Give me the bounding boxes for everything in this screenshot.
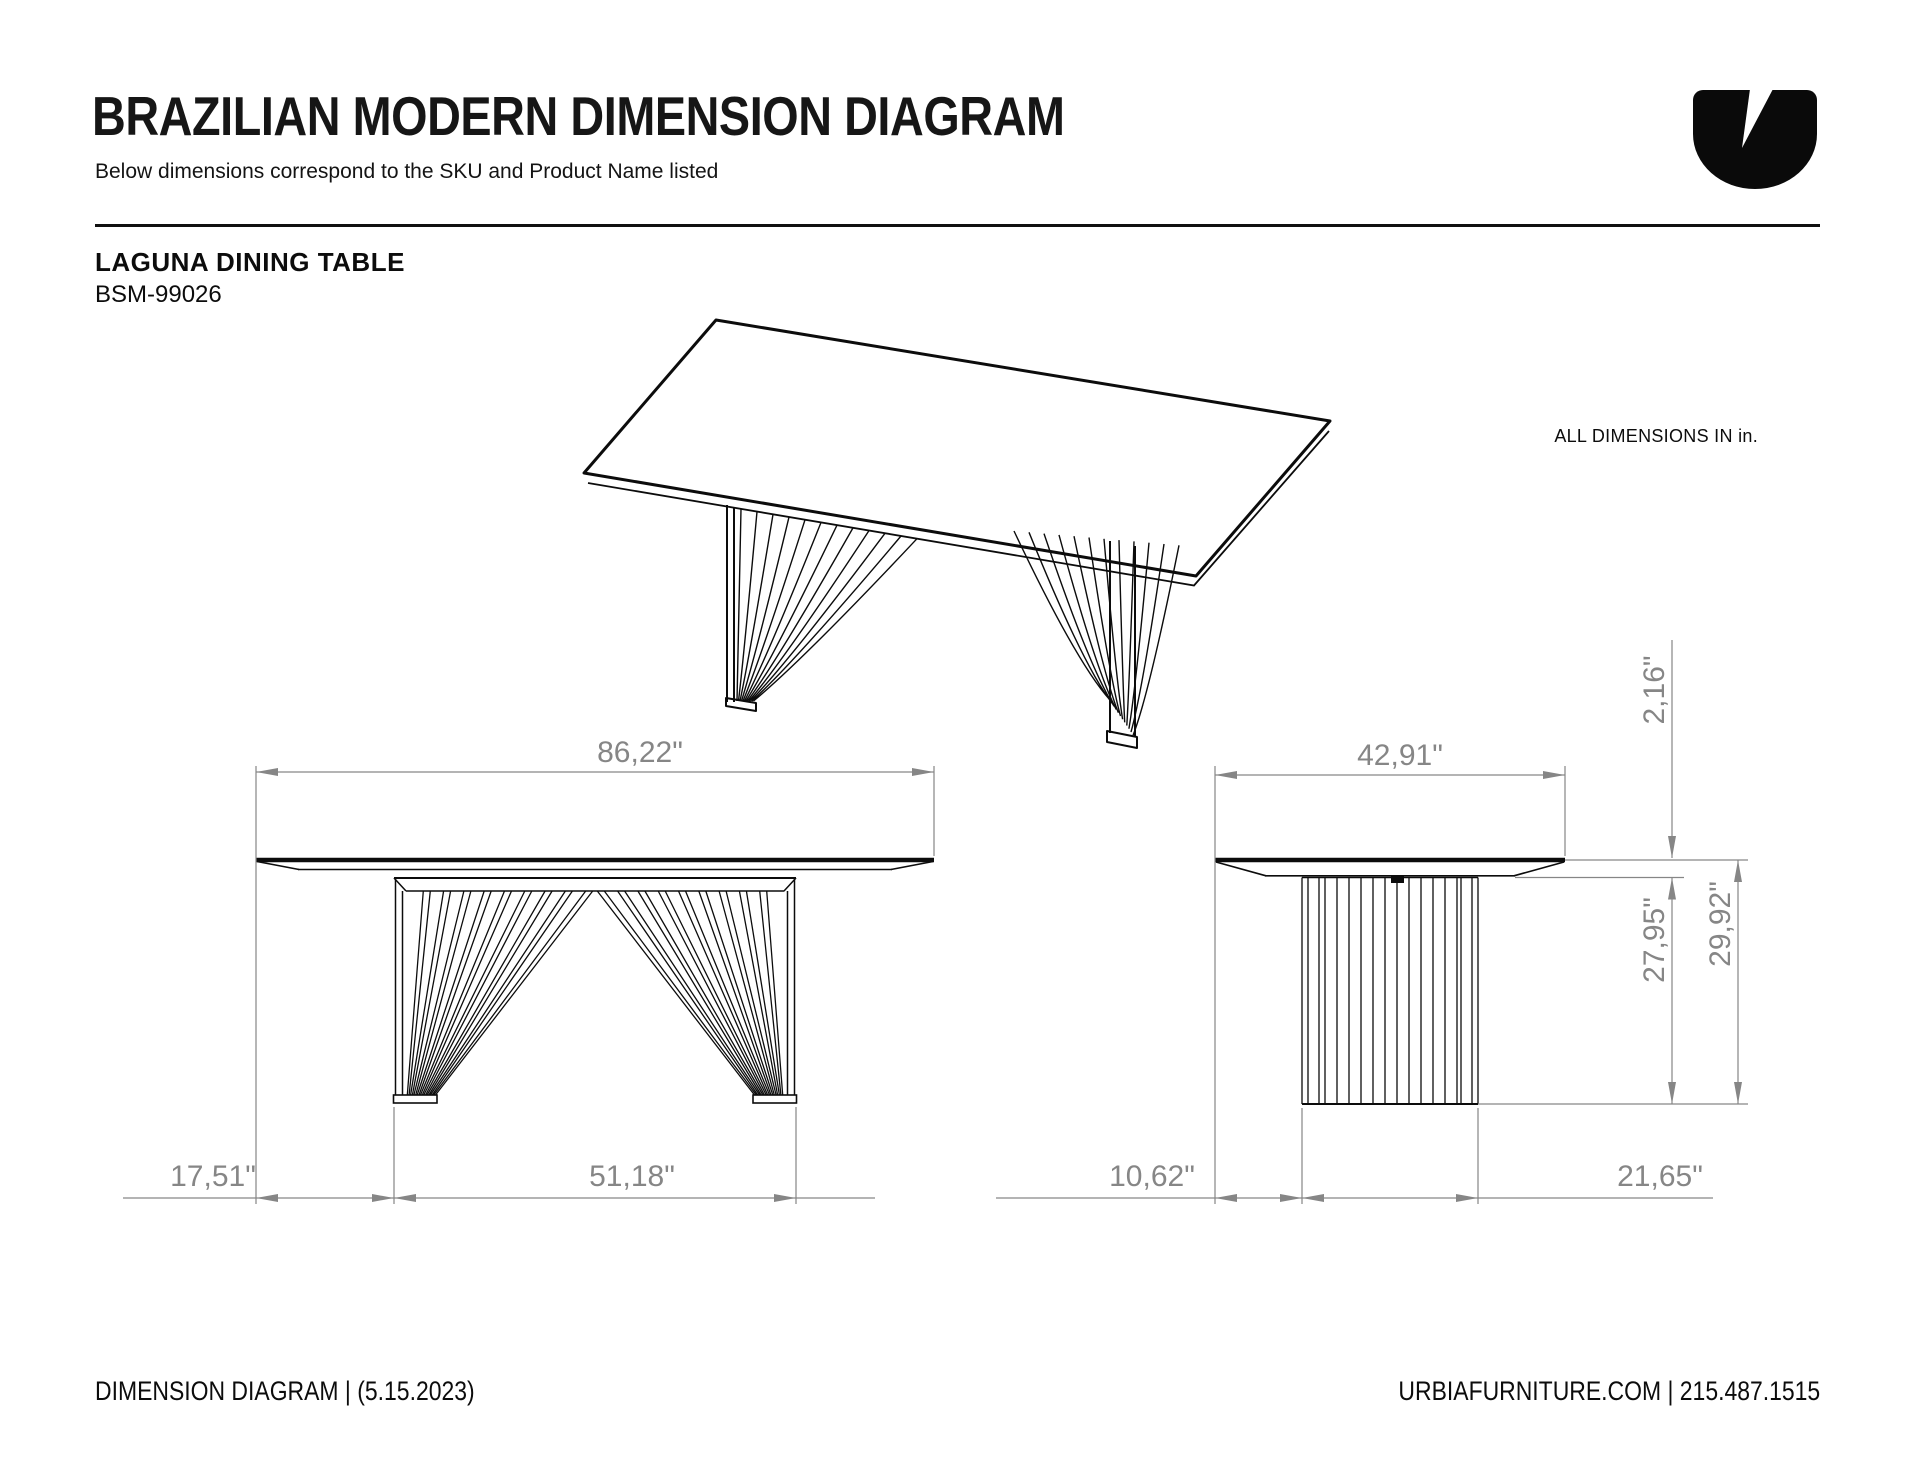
- front-right-leg-fan: [597, 878, 796, 1103]
- side-base-connector: [1391, 875, 1404, 883]
- perspective-tabletop: [584, 320, 1330, 586]
- footer-document-info: DIMENSION DIAGRAM | (5.15.2023): [95, 1376, 475, 1406]
- side-dimensions: [996, 640, 1748, 1204]
- units-note: ALL DIMENSIONS IN in.: [1554, 426, 1758, 446]
- footer-contact-info: URBIAFURNITURE.COM | 215.487.1515: [1398, 1376, 1820, 1406]
- perspective-right-leg: [1014, 531, 1179, 748]
- product-sku: BSM-99026: [95, 281, 222, 308]
- page-subtitle: Below dimensions correspond to the SKU and Product Name listed: [95, 160, 719, 183]
- page-title: BRAZILIAN MODERN DIMENSION DIAGRAM: [92, 85, 1065, 147]
- front-left-leg-fan: [394, 878, 593, 1103]
- dim-label-top-thickness: 2,16": [1638, 655, 1671, 725]
- dim-label-side-overhang: 10,62": [1109, 1160, 1195, 1193]
- front-view: [123, 736, 934, 1204]
- header-divider: [95, 224, 1820, 227]
- dim-label-side-base-depth: 21,65": [1617, 1160, 1703, 1193]
- dim-label-front-top-width: 86,22": [597, 736, 683, 769]
- front-support-rail: [394, 878, 796, 891]
- side-view: [996, 640, 1748, 1204]
- product-name: LAGUNA DINING TABLE: [95, 247, 405, 277]
- side-tabletop: [1215, 860, 1565, 876]
- perspective-view: [584, 320, 1330, 748]
- front-tabletop: [256, 860, 934, 870]
- perspective-left-leg: [726, 505, 917, 711]
- side-pedestal-base: [1302, 875, 1478, 1104]
- dim-label-side-top-depth: 42,91": [1357, 739, 1443, 772]
- dim-label-front-left-overhang: 17,51": [170, 1160, 256, 1193]
- dim-label-overall-height: 29,92": [1704, 881, 1737, 967]
- dim-label-front-base-span: 51,18": [589, 1160, 675, 1193]
- dim-label-base-height: 27,95": [1638, 897, 1671, 983]
- urbia-logo-icon: [1693, 90, 1817, 189]
- front-dimensions: [123, 736, 934, 1204]
